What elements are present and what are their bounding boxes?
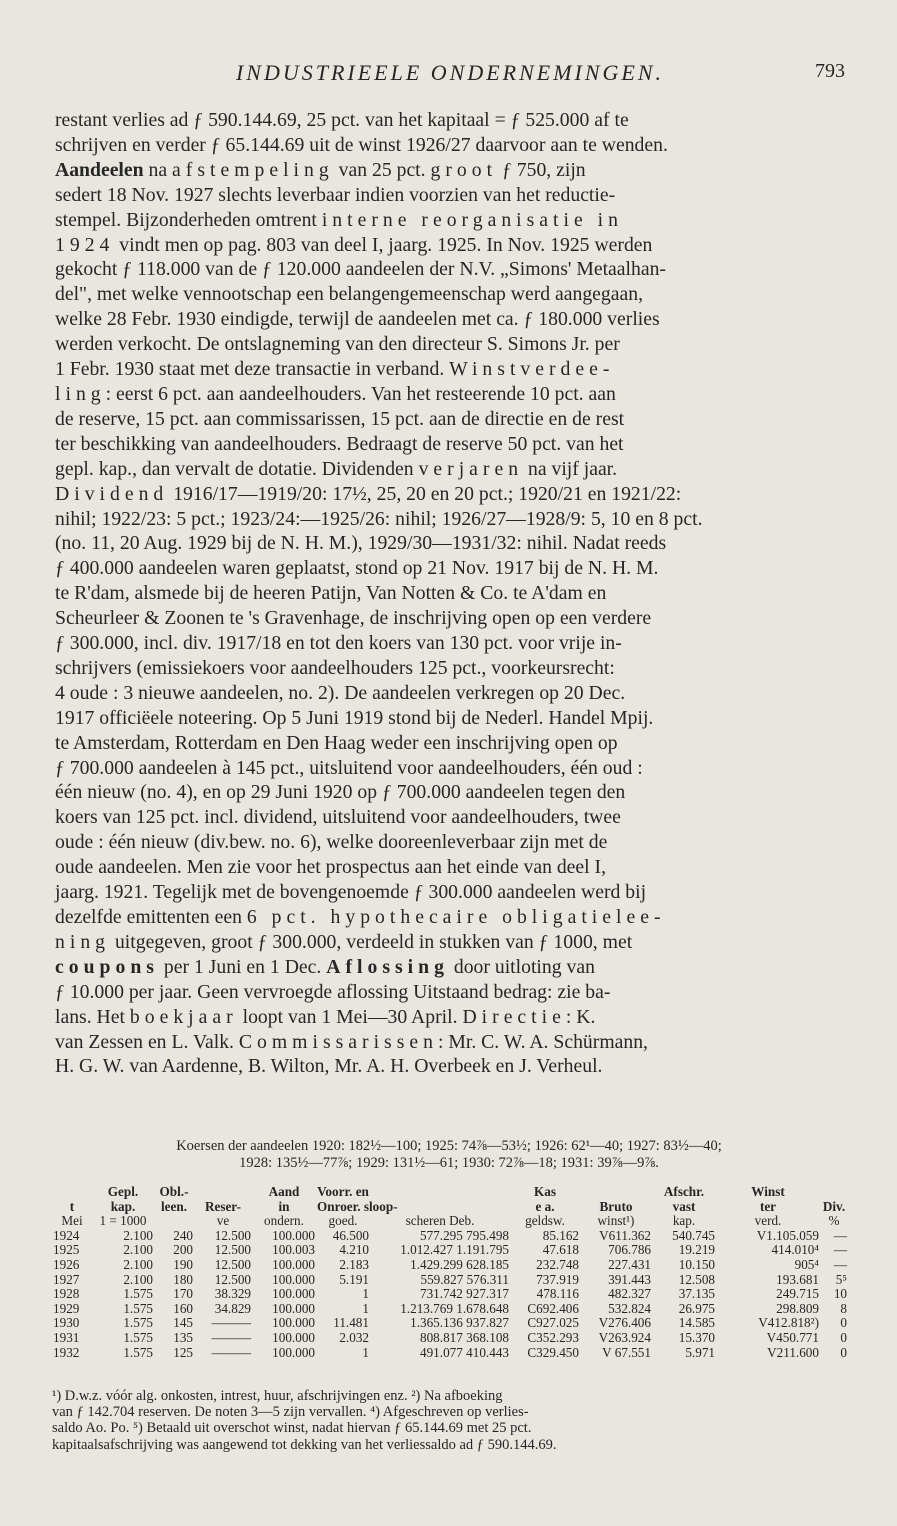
table-cell: 1925 (53, 1242, 80, 1258)
table-cell: 1924 (53, 1227, 80, 1243)
footnote-line: saldo Ao. Po. ⁵) Betaald uit overschot winst, nadat hiervan ƒ 65.144.69 met 25 pct. (52, 1420, 532, 1437)
text-segment: lans. Het (55, 1005, 130, 1028)
table-cell: 180 (173, 1271, 193, 1287)
text-segment: door uitloting van (448, 955, 595, 978)
table-cell: V211.600 (767, 1344, 819, 1360)
text-segment: loopt van 1 Mei—30 April. (237, 1005, 463, 1028)
table-cell: 1930 (53, 1315, 80, 1331)
table-cell: C692.406 (527, 1300, 579, 1316)
text-segment: boekjaar (129, 1005, 238, 1028)
text-line (55, 233, 843, 258)
table-cell: 19.219 (678, 1242, 715, 1258)
text-line (55, 282, 843, 307)
table-header-cell: verd. (754, 1213, 782, 1229)
text-segment: Dividend (55, 482, 169, 505)
text-segment: koers van 125 pct. incl. dividend, uitsluitend voor aandeelhouders, twee (55, 806, 621, 829)
table-cell: 193.681 (776, 1271, 819, 1287)
table-cell: 298.809 (776, 1300, 819, 1316)
page-header (55, 58, 845, 88)
table-cell: 100.000 (272, 1256, 315, 1272)
table-header-cell: Onroer. sloop- (317, 1198, 398, 1214)
text-segment: ƒ 400.000 aandeelen waren geplaatst, stond op 21 Nov. 1917 bij de N. H. M. (55, 557, 659, 580)
table-header-row (52, 1185, 848, 1200)
text-segment: dezelfde emittenten een (55, 906, 247, 928)
table-row (52, 1243, 848, 1258)
table-header-cell: t (69, 1198, 75, 1214)
table-cell: 1928 (53, 1286, 80, 1302)
footnotes (52, 1388, 848, 1453)
table-header-cell: Div. (822, 1198, 846, 1214)
text-segment: werden verkocht. De ontslagneming van den directeur S. Simons Jr. per (55, 333, 620, 356)
table-cell: 1931 (53, 1329, 80, 1345)
text-line (55, 606, 843, 631)
table-cell: 2.100 (123, 1242, 153, 1258)
text-line (55, 158, 843, 183)
text-segment: uitgegeven, groot ƒ 300.000, verdeeld in stukken van ƒ 1000, met (110, 930, 633, 953)
text-segment: : eerst 6 pct. aan aandeelhouders. Van het resteerende 10 pct. aan (105, 382, 616, 405)
table-cell: 2.032 (339, 1329, 369, 1345)
table-cell: 1 (362, 1286, 369, 1302)
table-header-cell (580, 1185, 652, 1200)
table-cell: 10 (833, 1286, 847, 1302)
text-segment: 1917 officiëele noteering. Op 5 Juni 1919 stond bij de Nederl. Handel Mpij. (55, 706, 654, 729)
table-cell: 37.135 (678, 1286, 715, 1302)
text-line (55, 955, 843, 980)
table-cell: 1.213.769 1.678.648 (400, 1300, 509, 1316)
table-cell: 100.000 (272, 1286, 315, 1302)
table-cell: V263.924 (598, 1329, 651, 1345)
text-segment: per 1 Juni en 1 Dec. (158, 955, 327, 978)
table-cell: 1927 (53, 1271, 80, 1287)
text-line (55, 208, 843, 233)
text-line (55, 108, 843, 133)
table-cell: V1.105.059 (756, 1227, 819, 1243)
table-cell: 1932 (53, 1344, 80, 1360)
text-line (55, 681, 843, 706)
table-header-cell: Afschr. (663, 1184, 705, 1199)
text-line (55, 507, 843, 532)
text-line (55, 631, 843, 656)
table-header-cell: Winst (751, 1184, 785, 1199)
text-line (55, 1030, 843, 1055)
table-cell: 1929 (53, 1300, 80, 1316)
text-segment: ling (55, 382, 106, 405)
table-cell: 100.003 (272, 1242, 315, 1258)
table-cell: 200 (173, 1242, 193, 1258)
table-cell: 12.500 (214, 1256, 251, 1272)
table-row (52, 1331, 848, 1346)
table-header-cell: leen. (160, 1198, 187, 1214)
table-cell: 1 (362, 1344, 369, 1360)
text-line (55, 1054, 843, 1079)
share-prices-line: 1928: 135½—77⅞; 1929: 131½—61; 1930: 72⅞—18; 1931: 39⅞—9⅞. (239, 1155, 659, 1171)
table-cell: 249.715 (776, 1286, 819, 1302)
table-row (52, 1302, 848, 1317)
text-segment: ning (55, 930, 111, 953)
table-cell: 1.575 (123, 1329, 153, 1345)
text-segment: del", met welke vennootschap een belangengemeenschap werd aangegaan, (55, 283, 644, 306)
table-cell: 145 (173, 1315, 193, 1331)
table-header-cell: ter (759, 1198, 777, 1214)
text-segment: verjaren (418, 457, 524, 480)
table-cell: 2.100 (123, 1271, 153, 1287)
table-cell: ——— (211, 1344, 251, 1360)
text-line (55, 257, 843, 282)
text-line (55, 855, 843, 880)
text-segment: na (143, 158, 173, 181)
table-cell: 12.500 (214, 1271, 251, 1287)
table-cell: V450.771 (766, 1329, 819, 1345)
table-header-cell: Bruto (599, 1198, 633, 1214)
financial-table (52, 1185, 848, 1360)
text-line (55, 332, 843, 357)
text-line (55, 382, 843, 407)
table-header-cell: Reser- (204, 1198, 242, 1214)
text-segment: 1916/17—1919/20: 17½, 25, 20 en 20 pct.; 1920/21 en 1921/22: (168, 482, 682, 505)
table-header-cell: ve (216, 1213, 230, 1229)
table-cell: 34.829 (214, 1300, 251, 1316)
table-header-cell: Gepl. (107, 1184, 139, 1199)
table-header-cell: goed. (328, 1213, 358, 1229)
table-cell: 414.010⁴ (771, 1242, 819, 1258)
table-cell: 100.000 (272, 1227, 315, 1243)
table-cell: 1.365.136 937.827 (410, 1315, 509, 1331)
text-line (55, 307, 843, 332)
table-cell: — (833, 1242, 847, 1258)
table-row (52, 1346, 848, 1361)
table-cell: 125 (173, 1344, 193, 1360)
table-cell: 0 (840, 1329, 847, 1345)
text-line (55, 407, 843, 432)
text-segment: na vijf jaar. (523, 457, 618, 480)
text-line (55, 482, 843, 507)
table-header-cell: kap. (110, 1198, 136, 1214)
text-segment: 6 pct. hypothecaire obligatielee- (246, 906, 666, 928)
page-number: 793 (815, 60, 845, 82)
text-segment: van 25 pct. (333, 158, 431, 181)
table-cell: 1.012.427 1.191.795 (400, 1242, 509, 1258)
text-segment: 4 oude : 3 nieuwe aandeelen, no. 2). De aandeelen verkregen op 20 Dec. (55, 681, 626, 704)
table-cell: C927.025 (527, 1315, 579, 1331)
text-line (55, 830, 843, 855)
table-cell: 2.100 (123, 1256, 153, 1272)
table-row (52, 1229, 848, 1244)
table-cell: 1.429.299 628.185 (410, 1256, 509, 1272)
text-segment: 1 Febr. 1930 staat met deze transactie in verband. (55, 358, 450, 381)
table-cell: 491.077 410.443 (419, 1344, 509, 1360)
table-header-row (52, 1200, 848, 1215)
table-row (52, 1287, 848, 1302)
text-segment: sedert 18 Nov. 1927 slechts leverbaar indien voorzien van het reductie- (55, 183, 616, 206)
text-line (55, 656, 843, 681)
table-cell: 12.508 (678, 1271, 715, 1287)
table-header-cell: e a. (535, 1198, 555, 1214)
table-cell: C352.293 (527, 1329, 579, 1345)
table-cell: 38.329 (214, 1286, 251, 1302)
table-row (52, 1273, 848, 1288)
table-cell: 135 (173, 1329, 193, 1345)
table-cell: 47.618 (542, 1242, 579, 1258)
table-header-cell: winst¹) (597, 1213, 635, 1229)
text-segment: schrijvers (emissiekoers voor aandeelhouders 125 pct., voorkeursrecht: (55, 656, 615, 679)
table-cell: 15.370 (678, 1329, 715, 1345)
text-segment: groot (430, 158, 498, 181)
table-cell: 706.786 (608, 1242, 651, 1258)
text-segment: de reserve, 15 pct. aan commissarissen, 15 pct. aan de directie en de rest (55, 407, 625, 430)
table-header-cell: Obl.- (159, 1184, 189, 1199)
text-segment: Directie (462, 1005, 566, 1028)
text-line (55, 581, 843, 606)
table-cell: 808.817 368.108 (419, 1329, 509, 1345)
table-header-cell: scheren Deb. (405, 1213, 475, 1229)
table-header-cell: Aand (268, 1184, 300, 1199)
table-cell: 0 (840, 1315, 847, 1331)
footnote-line: van ƒ 142.704 reserven. De noten 3—5 zijn vervallen. ⁴) Afgeschreven op verlies- (52, 1404, 529, 1421)
text-segment: 1924 (55, 233, 115, 256)
text-line (55, 556, 843, 581)
table-cell: 100.000 (272, 1271, 315, 1287)
text-line (55, 183, 843, 208)
text-segment: Scheurleer & Zoonen te 's Gravenhage, de inschrijving open op een verdere (55, 607, 652, 630)
table-cell: 11.481 (333, 1315, 369, 1331)
share-prices (55, 1138, 843, 1172)
table-cell: 391.443 (608, 1271, 651, 1287)
table-cell: 5.191 (339, 1271, 369, 1287)
text-line (55, 880, 843, 905)
text-line (55, 706, 843, 731)
text-segment: van Zessen en L. Valk. (55, 1030, 239, 1053)
text-line (55, 432, 843, 457)
text-segment: H. G. W. van Aardenne, B. Wilton, Mr. A. H. Overbeek en J. Verheul. (55, 1055, 603, 1078)
table-cell: 1.575 (123, 1286, 153, 1302)
table-cell: 10.150 (678, 1256, 715, 1272)
table-header-cell: kap. (672, 1213, 696, 1229)
table-cell: 478.116 (536, 1286, 579, 1302)
table-cell: 26.975 (678, 1300, 715, 1316)
text-segment: coupons (55, 955, 159, 978)
text-line (55, 805, 843, 830)
footnote-line: ¹) D.w.z. vóór alg. onkosten, intrest, huur, afschrijvingen enz. ²) Na afboeking (52, 1388, 503, 1404)
text-line (55, 457, 843, 482)
table-cell: V 67.551 (602, 1344, 651, 1360)
company-description (55, 108, 843, 1079)
table-header-cell: ondern. (264, 1213, 304, 1229)
footnote-line: kapitaalsafschrijving was aangewend tot dekking van het verliessaldo ad ƒ 590.144.69. (52, 1436, 557, 1453)
table-cell: 14.585 (678, 1315, 715, 1331)
table-cell: 232.748 (536, 1256, 579, 1272)
table-cell: 731.742 927.317 (419, 1286, 509, 1302)
text-segment: : Mr. C. W. A. Schürmann, (437, 1030, 648, 1053)
table-cell: 46.500 (332, 1227, 369, 1243)
table-cell: 532.824 (608, 1300, 651, 1316)
text-segment: Commissarissen (238, 1030, 438, 1053)
text-segment: gepl. kap., dan vervalt de dotatie. Dividenden (55, 457, 419, 480)
table-header-cell: in (278, 1198, 290, 1214)
table-header-cell: geldsw. (525, 1213, 565, 1229)
running-title: INDUSTRIEELE ONDERNEMINGEN. (235, 60, 665, 85)
table-cell: 5.971 (685, 1344, 715, 1360)
text-line (55, 905, 843, 930)
table-cell: 559.827 576.311 (420, 1271, 509, 1287)
table-cell: 227.431 (608, 1256, 651, 1272)
table-header-cell (52, 1185, 92, 1200)
text-segment: welke 28 Febr. 1930 eindigde, terwijl de aandeelen met ca. ƒ 180.000 verlies (55, 308, 660, 331)
table-cell: 100.000 (272, 1300, 315, 1316)
text-segment: ƒ 750, zijn (497, 158, 586, 181)
text-line (55, 357, 843, 382)
table-cell: 160 (173, 1300, 193, 1316)
text-line (55, 780, 843, 805)
table-cell: — (833, 1256, 847, 1272)
table-cell: 190 (173, 1256, 193, 1272)
table-cell: 1.575 (123, 1300, 153, 1316)
table-cell: 12.500 (214, 1242, 251, 1258)
text-segment: Aflossing (326, 955, 449, 978)
table-header-row (52, 1214, 848, 1229)
text-line (55, 930, 843, 955)
table-cell: 85.162 (542, 1227, 579, 1243)
table-row (52, 1316, 848, 1331)
table-cell: V276.406 (598, 1315, 651, 1331)
table-cell: ——— (211, 1329, 251, 1345)
text-segment: jaarg. 1921. Tegelijk met de bovengenoemde ƒ 300.000 aandeelen werd bij (55, 881, 647, 904)
text-segment: Aandeelen (55, 158, 144, 181)
text-segment: vindt men op pag. 803 van deel I, jaarg. 1925. In Nov. 1925 werden (114, 233, 653, 256)
table-cell: 4.210 (339, 1242, 369, 1258)
text-segment: één nieuw (no. 4), en op 29 Juni 1920 op ƒ 700.000 aandeelen tegen den (55, 781, 626, 804)
table-header-cell: 1 = 1000 (99, 1213, 147, 1229)
table-cell: 905⁴ (794, 1256, 819, 1272)
table-header-cell (820, 1185, 848, 1200)
text-segment: nihil; 1922/23: 5 pct.; 1923/24:—1925/26: nihil; 1926/27—1928/9: 5, 10 en 8 pct. (55, 507, 703, 530)
table-header-cell (154, 1214, 194, 1229)
text-segment: gekocht ƒ 118.000 van de ƒ 120.000 aandeelen der N.V. „Simons' Metaalhan- (55, 258, 666, 281)
table-cell: 2.100 (123, 1227, 153, 1243)
table-cell: 170 (173, 1286, 193, 1302)
text-segment: ƒ 10.000 per jaar. Geen vervroegde aflossing Uitstaand bedrag: zie ba- (55, 980, 611, 1003)
text-segment: oude aandeelen. Men zie voor het prospectus aan het einde van deel I, (55, 856, 607, 879)
text-segment: Winstverdee- (449, 358, 615, 381)
text-segment: schrijven en verder ƒ 65.144.69 uit de winst 1926/27 daarvoor aan te wenden. (55, 133, 668, 156)
table-cell: 5⁵ (835, 1271, 847, 1287)
table-row (52, 1258, 848, 1273)
text-segment: restant verlies ad ƒ 590.144.69, 25 pct. van het kapitaal = ƒ 525.000 af te (55, 109, 629, 131)
table-header-cell: Voorr. en (317, 1184, 369, 1199)
text-segment: te R'dam, alsmede bij de heeren Patijn, Van Notten & Co. te A'dam en (55, 582, 607, 605)
table-header-cell: Kas (534, 1184, 556, 1199)
table-cell: C329.450 (527, 1344, 579, 1360)
text-segment: te Amsterdam, Rotterdam en Den Haag weder een inschrijving open op (55, 731, 618, 754)
table-cell: 1 (362, 1300, 369, 1316)
text-segment: : K. (565, 1005, 596, 1028)
table-cell: 1.575 (123, 1344, 153, 1360)
text-segment: (no. 11, 20 Aug. 1929 bij de N. H. M.), 1929/30—1931/32: nihil. Nadat reeds (55, 532, 667, 555)
text-line (55, 756, 843, 781)
table-cell: ——— (211, 1315, 251, 1331)
table-cell: 240 (173, 1227, 193, 1243)
table-cell: 540.745 (672, 1227, 715, 1243)
table-cell: V412.818²) (758, 1315, 819, 1331)
text-segment: stempel. Bijzonderheden omtrent (55, 208, 322, 231)
table-cell: 100.000 (272, 1315, 315, 1331)
table-header-cell: % (828, 1213, 840, 1229)
table-cell: 2.183 (339, 1256, 369, 1272)
table-header-cell: Mei (61, 1213, 83, 1229)
table-cell: 482.327 (608, 1286, 651, 1302)
table-cell: 100.000 (272, 1344, 315, 1360)
table-cell: 737.919 (536, 1271, 579, 1287)
text-segment: interne reorganisatie in (321, 208, 623, 231)
text-segment: ƒ 700.000 aandeelen à 145 pct., uitsluitend voor aandeelhouders, één oud : (55, 756, 643, 779)
table-header-cell (370, 1185, 510, 1200)
table-cell: 577.295 795.498 (419, 1227, 509, 1243)
text-segment: ƒ 300.000, incl. div. 1917/18 en tot den koers van 130 pct. voor vrije in- (55, 632, 622, 655)
text-line (55, 133, 843, 158)
text-line (55, 531, 843, 556)
text-segment: afstempeling (172, 158, 334, 181)
table-header-cell: vast (672, 1198, 696, 1214)
table-cell: — (833, 1227, 847, 1243)
share-prices-line: Koersen der aandeelen 1920: 182½—100; 1925: 74⅞—53½; 1926: 62¹—40; 1927: 83½—40; (176, 1138, 722, 1154)
table-cell: 1.575 (123, 1315, 153, 1331)
text-segment: oude : één nieuw (div.bew. no. 6), welke dooreenleverbaar zijn met de (55, 831, 608, 854)
text-segment: ter beschikking van aandeelhouders. Bedraagt de reserve 50 pct. van het (55, 432, 624, 455)
text-line (55, 1005, 843, 1030)
table-cell: 1926 (53, 1256, 80, 1272)
text-line (55, 980, 843, 1005)
table-header-cell (194, 1185, 252, 1200)
table-cell: 100.000 (272, 1329, 315, 1345)
text-line (55, 731, 843, 756)
table-cell: 12.500 (214, 1227, 251, 1243)
table-cell: 0 (840, 1344, 847, 1360)
table-cell: 8 (840, 1300, 847, 1316)
table-cell: V611.362 (599, 1227, 651, 1243)
